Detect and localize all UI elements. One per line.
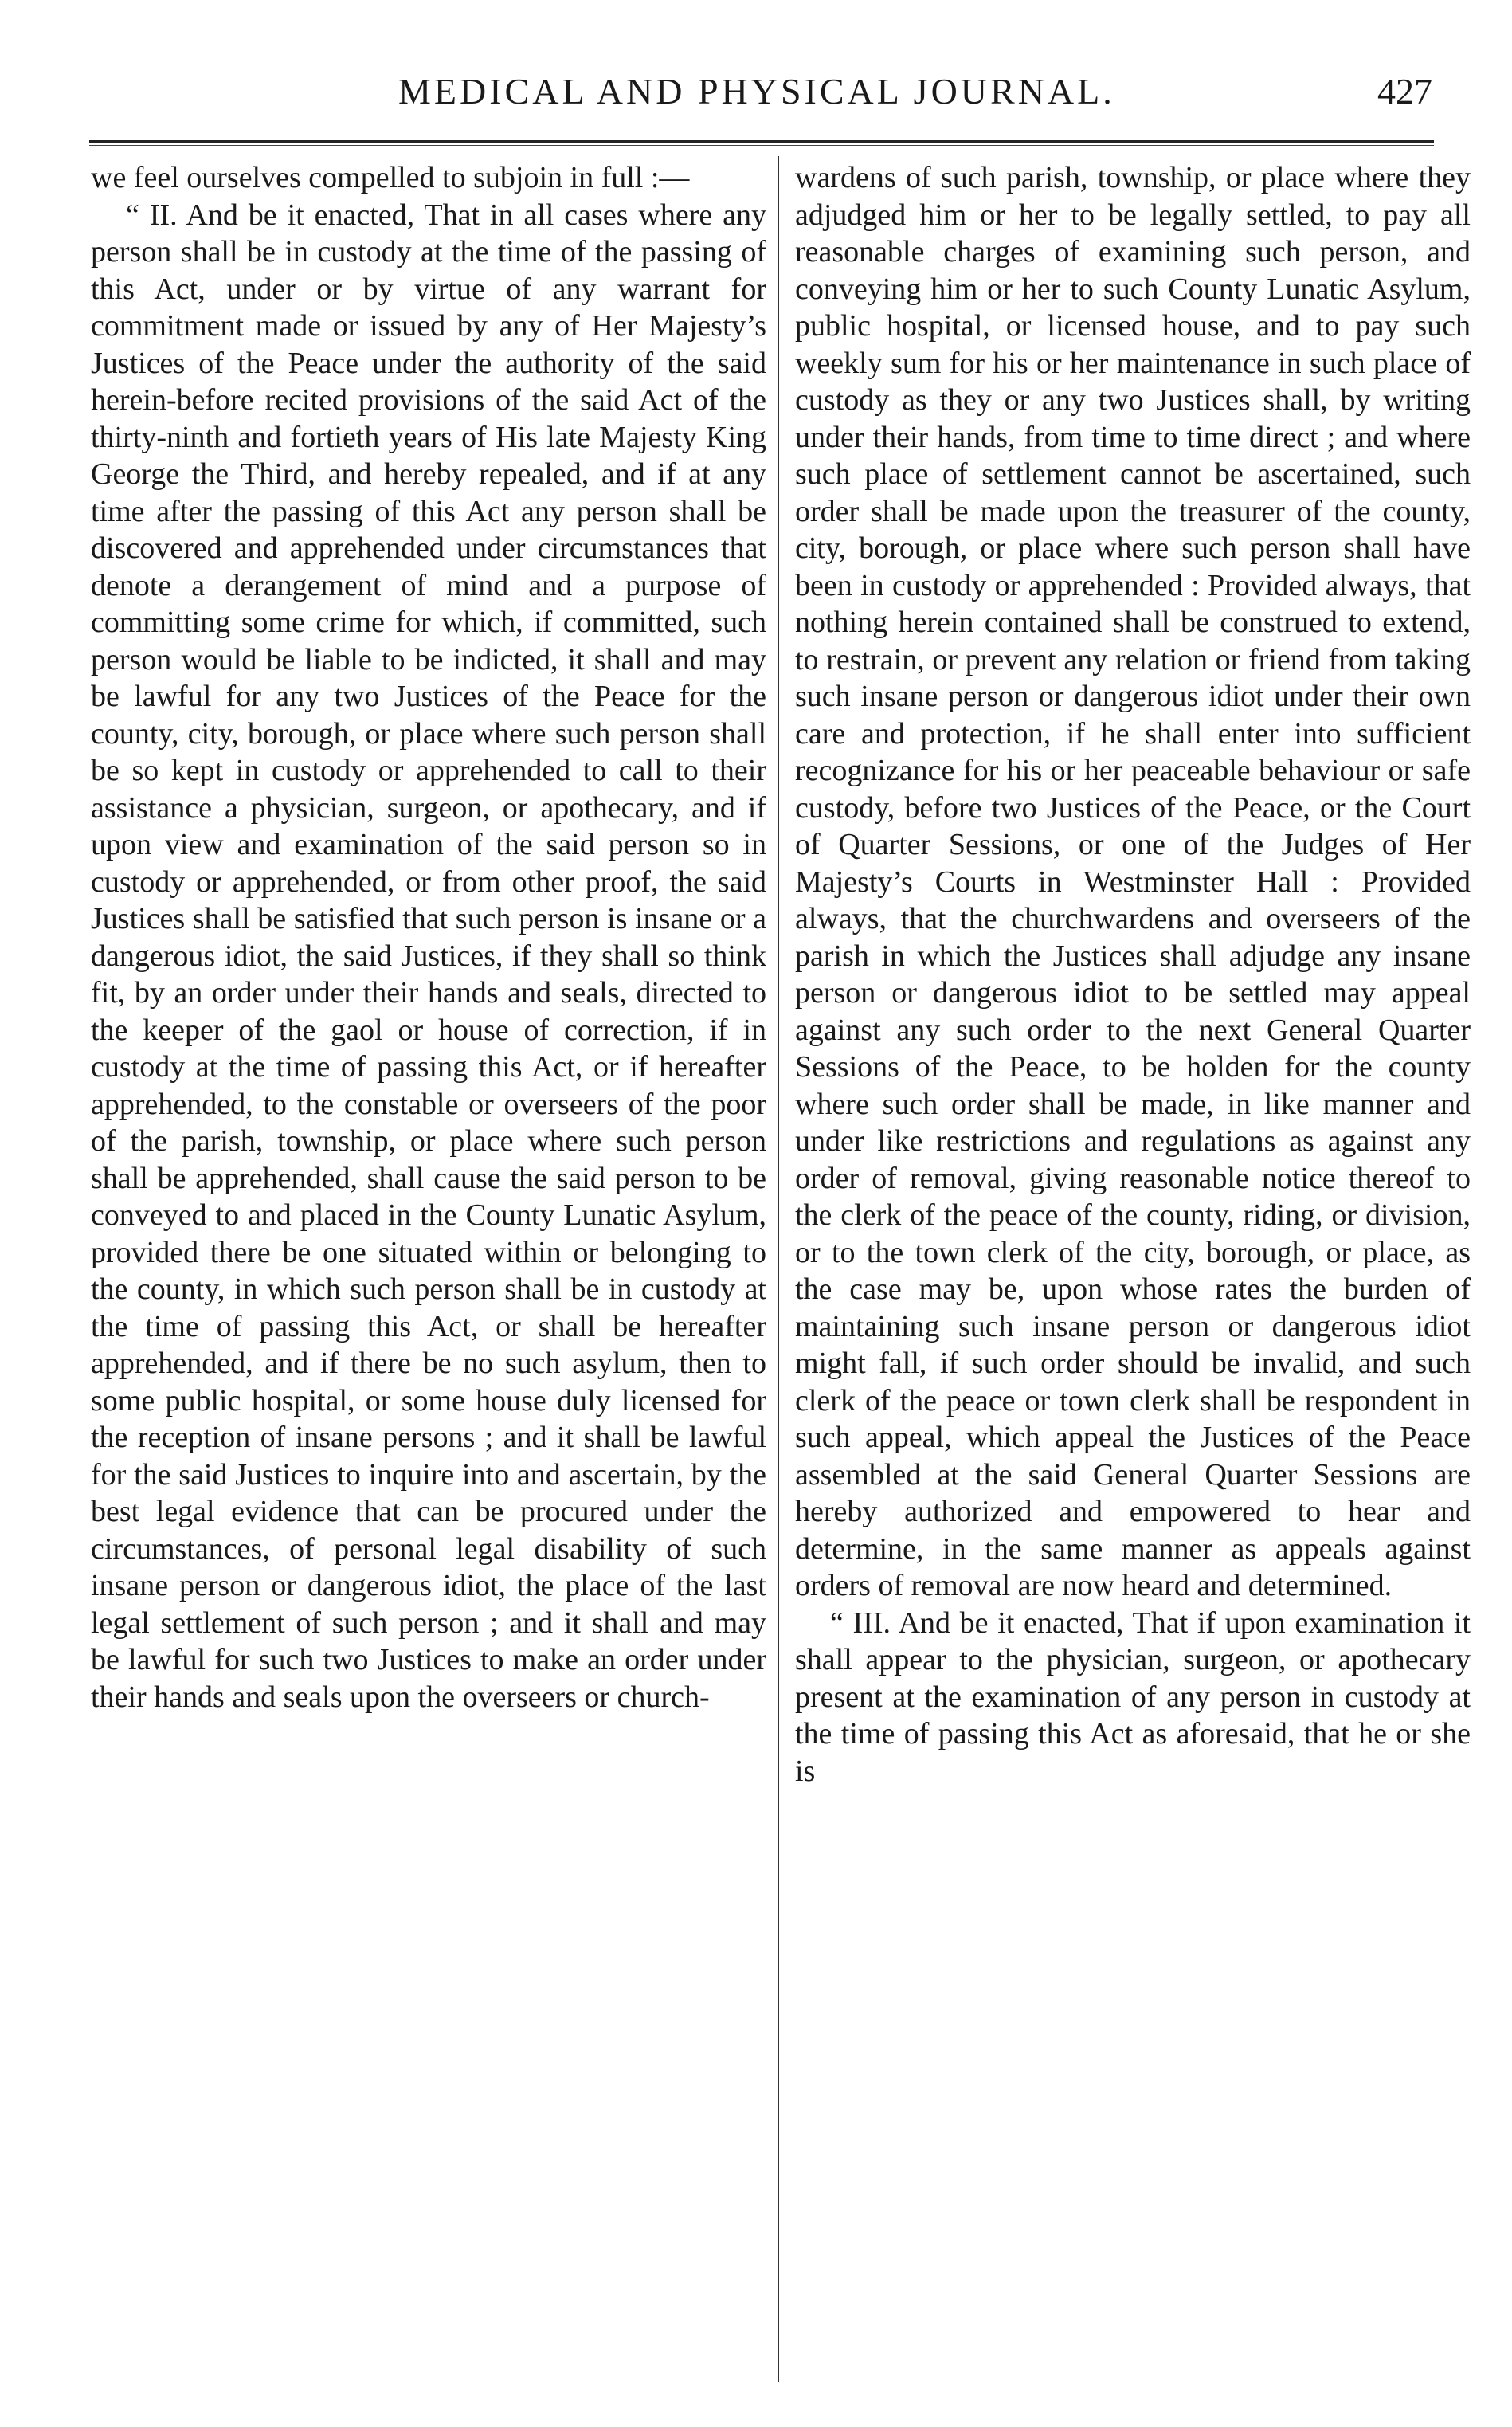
running-head bbox=[86, 70, 1432, 123]
right-column bbox=[795, 159, 1471, 1790]
header-rule-secondary bbox=[89, 145, 1434, 146]
right-paragraph-continuation: wardens of such parish, township, or place where they adjudged him or her to be legally settled, to pay all reasonable charges of examining such person, and conveying him or her to such County Lunatic Asylum, public hospital, or licensed house, and to pay such weekly sum for his or her maintenance in such place of custody as they or any two Justices shall, by writing under their hands, from time to time direct ; and where such place of settlement cannot be ascertained, such order shall be made upon the treasurer of the county, city, borough, or place where such person shall have been in custody or apprehended : Provided always, that nothing herein contained shall be construed to extend, to restrain, or prevent any relation or friend from taking such insane person or dangerous idiot under their own care and protection, if he shall enter into sufficient recognizance for his or her peaceable behaviour or safe custody, before two Justices of the Peace, or the Court of Quarter Sessions, or one of the Judges of Her Majesty’s Courts in Westminster Hall : Provided always, that the churchwardens and overseers of the parish in which the Justices shall adjudge any insane person or dangerous idiot to be settled may appeal against any such order to the next General Quarter Sessions of the Peace, to be holden for the county where such order shall be made, in like manner and under like restrictions and regulations as against any order of removal, giving reasonable notice thereof to the clerk of the peace of the county, riding, or division, or to the town clerk of the city, borough, or place, as the case may be, upon whose rates the burden of maintaining such insane person or dangerous idiot might fall, if such order should be invalid, and such clerk of the peace or town clerk shall be respondent in such appeal, which appeal the Justices of the Peace assembled at the said General Quarter Sessions are hereby authorized and empowered to hear and determine, in the same manner as appeals against orders of removal are now heard and determined. bbox=[795, 161, 1471, 1602]
left-column bbox=[91, 159, 766, 1715]
header-rule bbox=[89, 140, 1434, 143]
page-number: 427 bbox=[1377, 71, 1432, 112]
column-divider bbox=[778, 156, 779, 2382]
left-paragraph-continuation: we feel ourselves compelled to subjoin in full :— bbox=[91, 161, 690, 194]
running-title: MEDICAL AND PHYSICAL JOURNAL. bbox=[398, 71, 1115, 112]
left-paragraph-section-ii: “ II. And be it enacted, That in all cases where any person shall be in custody at the time of the passing of this Act, under or by virtue of any warrant for commitment made or issued by any of Her Majesty’s Justices of the Peace under the authority of the said herein-before recited provisions of the said Act of the thirty-ninth and fortieth years of His late Majesty King George the Third, and hereby repealed, and if at any time after the passing of this Act any person shall be discovered and apprehended under circumstances that denote a derangement of mind and a purpose of committing some crime for which, if committed, such person would be liable to be indicted, it shall and may be lawful for any two Justices of the Peace for the county, city, borough, or place where such person shall be so kept in custody or apprehended to call to their assistance a physician, surgeon, or apothecary, and if upon view and examination of the said person so in custody or apprehended, or from other proof, the said Justices shall be satisfied that such person is insane or a dangerous idiot, the said Justices, if they shall so think fit, by an order under their hands and seals, directed to the keeper of the gaol or house of correction, if in custody at the time of passing this Act, or if hereafter apprehended, to the constable or overseers of the poor of the parish, township, or place where such person shall be apprehended, shall cause the said person to be conveyed to and placed in the County Lunatic Asylum, provided there be one situated within or belonging to the county, in which such person shall be in custody at the time of passing this Act, or shall be hereafter apprehended, and if there be no such asylum, then to some public hospital, or some house duly licensed for the reception of insane persons ; and it shall be lawful for the said Justices to inquire into and ascertain, by the best legal evidence that can be procured under the circumstances, of personal legal disability of such insane person or dangerous idiot, the place of the last legal settlement of such person ; and it shall and may be lawful for such two Justices to make an order under their hands and seals upon the overseers or church- bbox=[91, 198, 766, 1714]
right-paragraph-section-iii: “ III. And be it enacted, That if upon examination it shall appear to the physician, surgeon, or apothecary present at the examination of any person in custody at the time of passing this Act as aforesaid, that he or she is bbox=[795, 1606, 1471, 1788]
